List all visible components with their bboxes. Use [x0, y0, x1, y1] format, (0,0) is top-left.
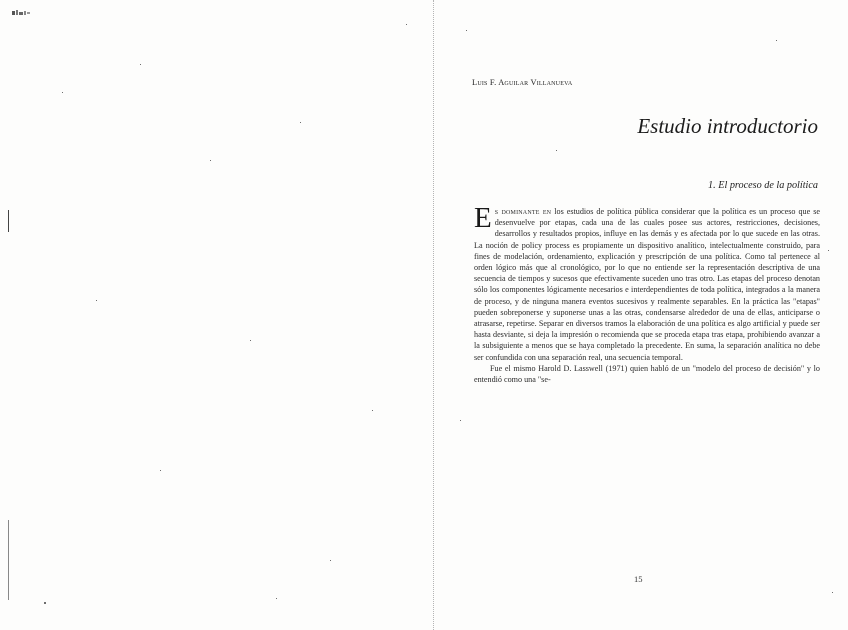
scan-speck [160, 470, 161, 471]
scan-speck [96, 300, 97, 301]
scan-speck [460, 420, 461, 421]
scan-speck [372, 410, 373, 411]
scan-speck [250, 340, 251, 341]
drop-cap: E [474, 202, 492, 234]
section-heading: 1. El proceso de la política [708, 180, 818, 191]
scan-speck [556, 150, 557, 151]
body-text [474, 202, 821, 385]
scan-speck [406, 24, 407, 25]
scan-artifact-mark [12, 10, 34, 16]
scan-speck [62, 92, 63, 93]
scan-speck [276, 598, 277, 599]
scan-speck [466, 30, 467, 31]
scan-speck [8, 520, 9, 600]
scan-speck [828, 250, 829, 251]
paragraph-1-text: los estudios de política pública considerar que la política es un proceso que se desenvuelve por etapas, cada una de las cuales posee sus actores, restricciones, decisiones, desarrollos y resultados propios, influye en las demás y es afectada por lo que sucede en las otras. La noción de policy process es propiamente un dispositivo analítico, intelectualmente construido, para fines de modelación, ordenamiento, explicación y prescripción de una política. Como tal pertenece al orden lógico más que al cronológico, por lo que no entiende ser la representación descriptiva de una secuencia de tiempos y sucesos que efectivamente suceden uno tras otro. Las etapas del proceso denotan sólo los componentes lógicamente necesarios e interdependientes de toda política, integrados a la manera de proceso, y de ninguna manera eventos sucesivos y realmente separables. En la práctica las "etapas" pueden sobreponerse y suponerse unas a las otras, condensarse alrededor de una de ellas, anticiparse o atrasarse, repetirse. Separar en diversos tramos la elaboración de una política es algo artificial y puede ser hasta desviante, si deja la impresión o recomienda que se proceda etapa tras etapa, prohibiendo avanzar a la subsiguiente a menos que se haya completado la precedente. En suma, la separación analítica no debe ser confundida con una separación real, una secuencia temporal. [474, 207, 821, 362]
paragraph-1 [474, 202, 821, 363]
right-page [436, 0, 848, 630]
scan-speck [300, 122, 301, 123]
running-head: Luis F. Aguilar Villanueva [472, 78, 573, 87]
scan-speck [776, 40, 777, 41]
scan-speck [44, 602, 46, 604]
scan-speck [832, 592, 833, 593]
scan-speck [8, 210, 9, 232]
lead-in: s dominante en [494, 207, 552, 216]
chapter-title: Estudio introductorio [637, 114, 818, 138]
scan-speck [330, 560, 331, 561]
page-number: 15 [634, 574, 643, 584]
paragraph-2: Fue el mismo Harold D. Lasswell (1971) quien habló de un "modelo del proceso de decisión" y lo entendió como una "se- [474, 363, 820, 385]
scan-speck [210, 160, 211, 161]
scan-speck [140, 64, 141, 65]
